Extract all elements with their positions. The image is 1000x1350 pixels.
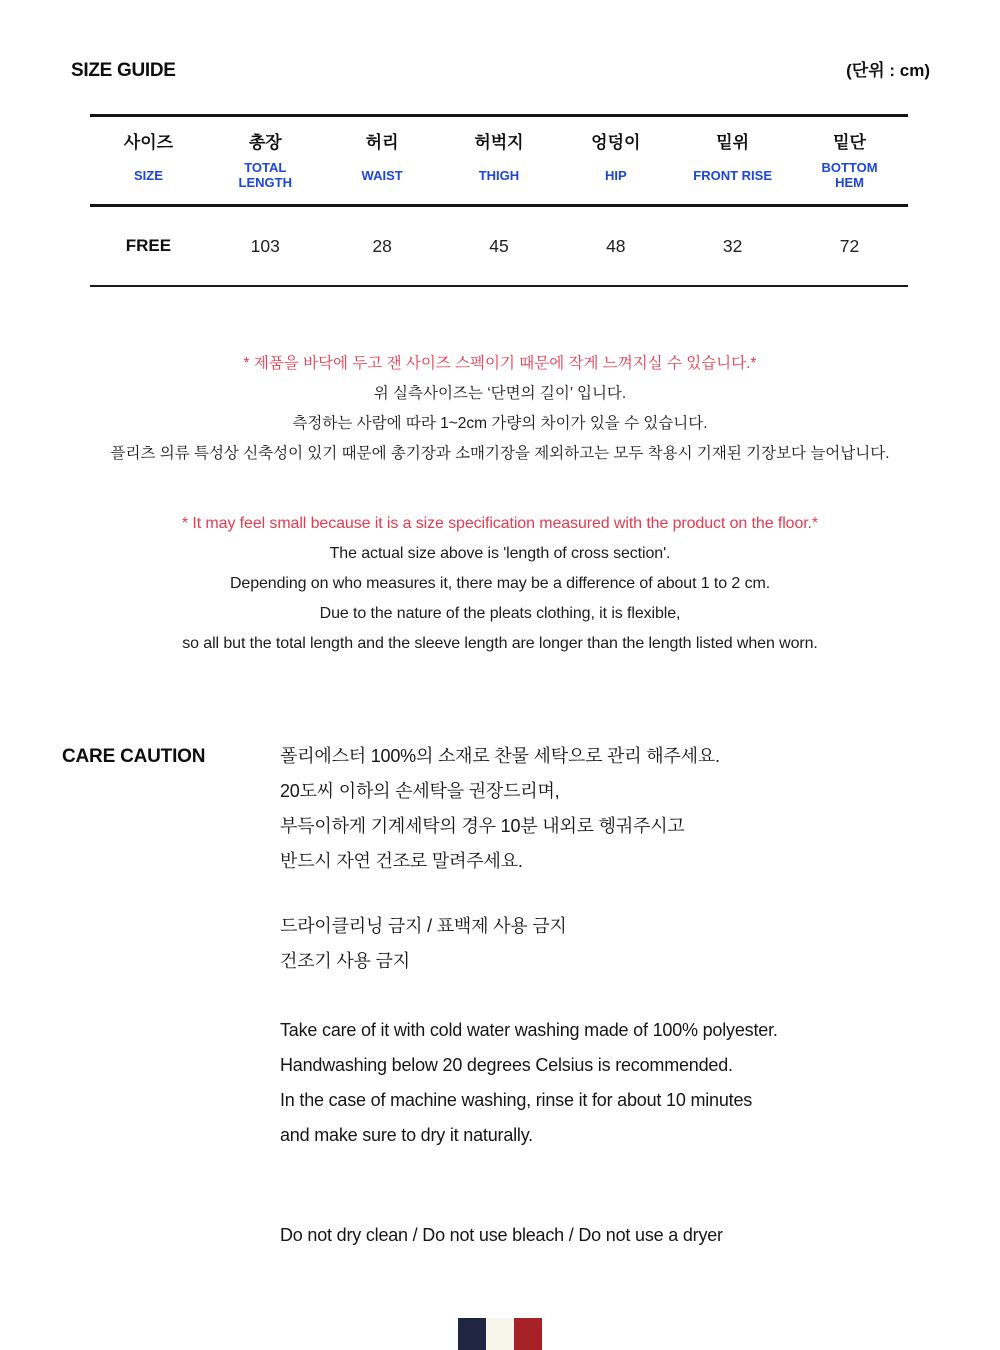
care-line: In the case of machine washing, rinse it for about 10 minutes	[280, 1090, 753, 1110]
column-header-en: THIGH	[478, 167, 520, 183]
note-line: The actual size above is 'length of cross section'.	[329, 545, 671, 562]
hip-value: 48	[606, 235, 626, 256]
column-header-bottom-hem	[791, 116, 908, 206]
column-header-en: BOTTOM HEM	[821, 160, 878, 190]
notes-korean	[0, 349, 1000, 469]
care-korean-block	[280, 739, 1000, 879]
column-header-waist	[324, 116, 441, 206]
column-header-kr: 허벅지	[474, 133, 524, 152]
note-line: 플리츠 의류 특성상 신축성이 있기 때문에 총기장과 소매기장을 제외하고는 모두 착용시 기재된 기장보다 늘어납니다.	[110, 445, 890, 462]
size-table-header-row	[90, 116, 908, 206]
total-length-value: 103	[250, 235, 280, 256]
care-prohibit-block	[280, 909, 1000, 979]
column-header-en: SIZE	[133, 167, 163, 183]
column-header-en: WAIST	[361, 167, 403, 183]
column-header-en: FRONT RISE	[693, 167, 772, 183]
thigh-value: 45	[489, 235, 509, 256]
column-header-kr: 총장	[248, 133, 282, 152]
flag-stripe-red	[514, 1318, 542, 1350]
unit-label: (단위 : cm)	[846, 61, 930, 80]
column-header-kr: 사이즈	[123, 133, 174, 152]
waist-value: 28	[372, 235, 392, 256]
care-line: 건조기 사용 금지	[280, 951, 410, 971]
column-header-kr: 밑위	[716, 133, 750, 152]
note-line: 위 실측사이즈는 ‘단면의 길이’ 입니다.	[373, 385, 627, 402]
column-header-kr: 엉덩이	[591, 133, 641, 152]
flag-stripe-navy	[458, 1318, 486, 1350]
care-line: 폴리에스터 100%의 소재로 찬물 세탁으로 관리 해주세요.	[280, 746, 720, 766]
column-header-kr: 허리	[365, 133, 399, 152]
care-english-block	[280, 1013, 1000, 1153]
care-line: 20도씨 이하의 손세탁을 권장드리며,	[280, 781, 560, 801]
care-caution-title: CARE CAUTION	[62, 746, 206, 767]
size-name-cell: FREE	[125, 236, 172, 255]
care-line: and make sure to dry it naturally.	[280, 1125, 533, 1145]
care-english-prohibit-line: Do not dry clean / Do not use bleach / Do not use a dryer	[280, 1225, 723, 1245]
note-line: 측정하는 사람에 따라 1~2cm 가량의 차이가 있을 수 있습니다.	[292, 415, 708, 432]
care-caution-section	[0, 739, 1000, 1253]
size-table-wrap	[90, 114, 908, 287]
bottom-hem-value: 72	[839, 235, 860, 256]
care-caution-body	[280, 739, 1000, 1253]
size-table	[90, 114, 908, 287]
note-line: so all but the total length and the sleeve length are longer than the length listed when worn.	[182, 635, 818, 652]
note-line: Depending on who measures it, there may be a difference of about 1 to 2 cm.	[229, 575, 771, 592]
column-header-front-rise	[674, 116, 791, 206]
french-flag-icon	[458, 1318, 542, 1350]
column-header-total-length	[207, 116, 324, 206]
care-line: Take care of it with cold water washing made of 100% polyester.	[280, 1020, 778, 1040]
flag-stripe-white	[486, 1318, 514, 1350]
column-header-en: TOTAL LENGTH	[238, 160, 292, 190]
page-title: SIZE GUIDE	[71, 60, 176, 81]
size-table-row-free	[90, 206, 908, 287]
column-header-thigh	[441, 116, 558, 206]
care-line: 반드시 자연 건조로 말려주세요.	[280, 851, 523, 871]
note-line-highlight: * 제품을 바닥에 두고 잰 사이즈 스펙이기 때문에 작게 느껴지실 수 있습니다.*	[243, 355, 757, 372]
header	[71, 56, 930, 82]
note-line-highlight: * It may feel small because it is a size specification measured with the product on the floor.*	[181, 515, 819, 532]
front-rise-value: 32	[722, 235, 743, 256]
care-line: 부득이하게 기계세탁의 경우 10분 내외로 헹궈주시고	[280, 816, 685, 836]
care-line: 드라이클리닝 금지 / 표백제 사용 금지	[280, 916, 567, 936]
column-header-kr: 밑단	[833, 133, 866, 152]
column-header-en: HIP	[604, 167, 627, 183]
care-line: Handwashing below 20 degrees Celsius is recommended.	[280, 1055, 733, 1075]
notes-english	[0, 509, 1000, 659]
column-header-hip	[557, 116, 674, 206]
column-header-size	[90, 116, 207, 206]
note-line: Due to the nature of the pleats clothing, it is flexible,	[319, 605, 681, 622]
